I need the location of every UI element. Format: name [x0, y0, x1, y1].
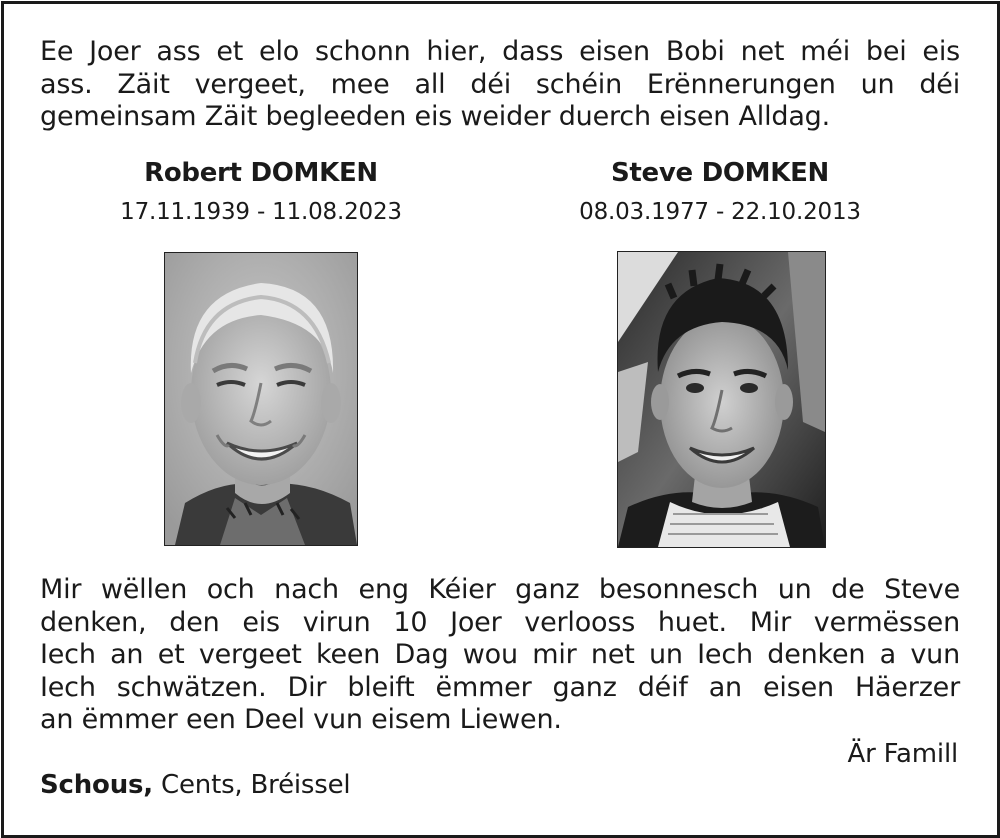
memorial-line: Iech schwätzen. Dir bleift ëmmer ganz déif an eisen Häerzer: [40, 671, 960, 703]
memorial-line: an ëmmer een Deel vun eisem Liewen.: [40, 704, 562, 735]
signature: Är Famill: [847, 739, 958, 769]
intro-text: [40, 36, 960, 134]
person-name: Steve DOMKEN: [610, 158, 830, 188]
memorial-text: [40, 574, 960, 737]
location-line: [40, 770, 350, 800]
memorial-line: Mir wëllen och nach eng Kéier ganz besonnesch un de Steve: [40, 574, 960, 605]
person-dates: 08.03.1977 - 22.10.2013: [579, 199, 861, 225]
location-secondary: Cents, Bréissel: [152, 770, 351, 800]
memorial-line: Iech an et vergeet keen Dag wou mir net un Iech denken a vun: [40, 639, 960, 670]
intro-line: ass. Zäit vergeet, mee all déi schéin Erënnerungen un déi: [40, 68, 960, 100]
person-steve: [570, 158, 870, 226]
location-primary: Schous,: [40, 770, 153, 800]
person-robert: [111, 158, 411, 226]
person-dates: 17.11.1939 - 11.08.2023: [120, 199, 402, 225]
memorial-line: denken, den eis virun 10 Joer verlooss huet. Mir vermëssen: [40, 606, 960, 638]
portrait-photo-robert: [164, 252, 358, 546]
intro-line: gemeinsam Zäit begleeden eis weider duerch eisen Alldag.: [40, 101, 831, 132]
person-name: Robert DOMKEN: [144, 158, 378, 188]
portrait-photo-steve: [617, 251, 826, 548]
intro-line: Ee Joer ass et elo schonn hier, dass eisen Bobi net méi bei eis: [40, 36, 960, 67]
